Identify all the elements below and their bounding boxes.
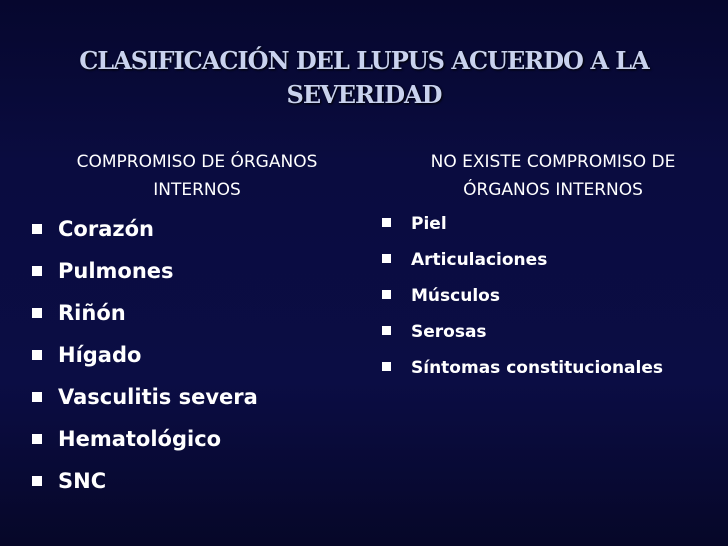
- left-heading-line-2: INTERNOS: [153, 180, 241, 200]
- square-bullet-icon: [382, 218, 391, 227]
- slide-title-line-2: SEVERIDAD: [286, 80, 442, 109]
- list-item-label: Articulaciones: [411, 250, 548, 270]
- list-item-label: Músculos: [411, 286, 500, 306]
- left-column-heading: [32, 148, 362, 204]
- list-item: [378, 206, 718, 242]
- list-item: [32, 334, 362, 376]
- square-bullet-icon: [382, 362, 391, 371]
- list-item: [32, 418, 362, 460]
- list-item: [378, 350, 718, 386]
- list-item-label: Riñón: [58, 301, 126, 325]
- square-bullet-icon: [32, 266, 42, 276]
- list-item-label: Hematológico: [58, 427, 222, 451]
- list-item-label: Piel: [411, 214, 447, 234]
- list-item-label: Serosas: [411, 322, 487, 342]
- left-list: [32, 208, 362, 502]
- square-bullet-icon: [32, 392, 42, 402]
- list-item-label: SNC: [58, 469, 107, 493]
- right-heading-line-2: ÓRGANOS INTERNOS: [463, 180, 643, 200]
- list-item: [32, 208, 362, 250]
- slide-title-line-1: CLASIFICACIÓN DEL LUPUS ACUERDO A LA: [79, 46, 649, 75]
- square-bullet-icon: [32, 350, 42, 360]
- square-bullet-icon: [32, 476, 42, 486]
- list-item-label: Hígado: [58, 343, 142, 367]
- right-list: [378, 206, 718, 386]
- right-column-heading: [378, 148, 718, 204]
- right-heading-line-1: NO EXISTE COMPROMISO DE: [430, 152, 676, 172]
- list-item-label: Vasculitis severa: [58, 385, 258, 409]
- list-item: [32, 376, 362, 418]
- square-bullet-icon: [32, 224, 42, 234]
- list-item: [32, 250, 362, 292]
- square-bullet-icon: [382, 290, 391, 299]
- list-item: [32, 292, 362, 334]
- square-bullet-icon: [32, 308, 42, 318]
- list-item-label: Pulmones: [58, 259, 174, 283]
- left-column: [32, 148, 362, 502]
- list-item-label: Síntomas constitucionales: [411, 358, 663, 378]
- list-item: [32, 460, 362, 502]
- left-heading-line-1: COMPROMISO DE ÓRGANOS: [76, 152, 318, 172]
- list-item: [378, 278, 718, 314]
- list-item: [378, 242, 718, 278]
- square-bullet-icon: [382, 254, 391, 263]
- right-column: [378, 148, 718, 386]
- list-item-label: Corazón: [58, 217, 154, 241]
- square-bullet-icon: [382, 326, 391, 335]
- list-item: [378, 314, 718, 350]
- square-bullet-icon: [32, 434, 42, 444]
- slide-title: [40, 44, 688, 112]
